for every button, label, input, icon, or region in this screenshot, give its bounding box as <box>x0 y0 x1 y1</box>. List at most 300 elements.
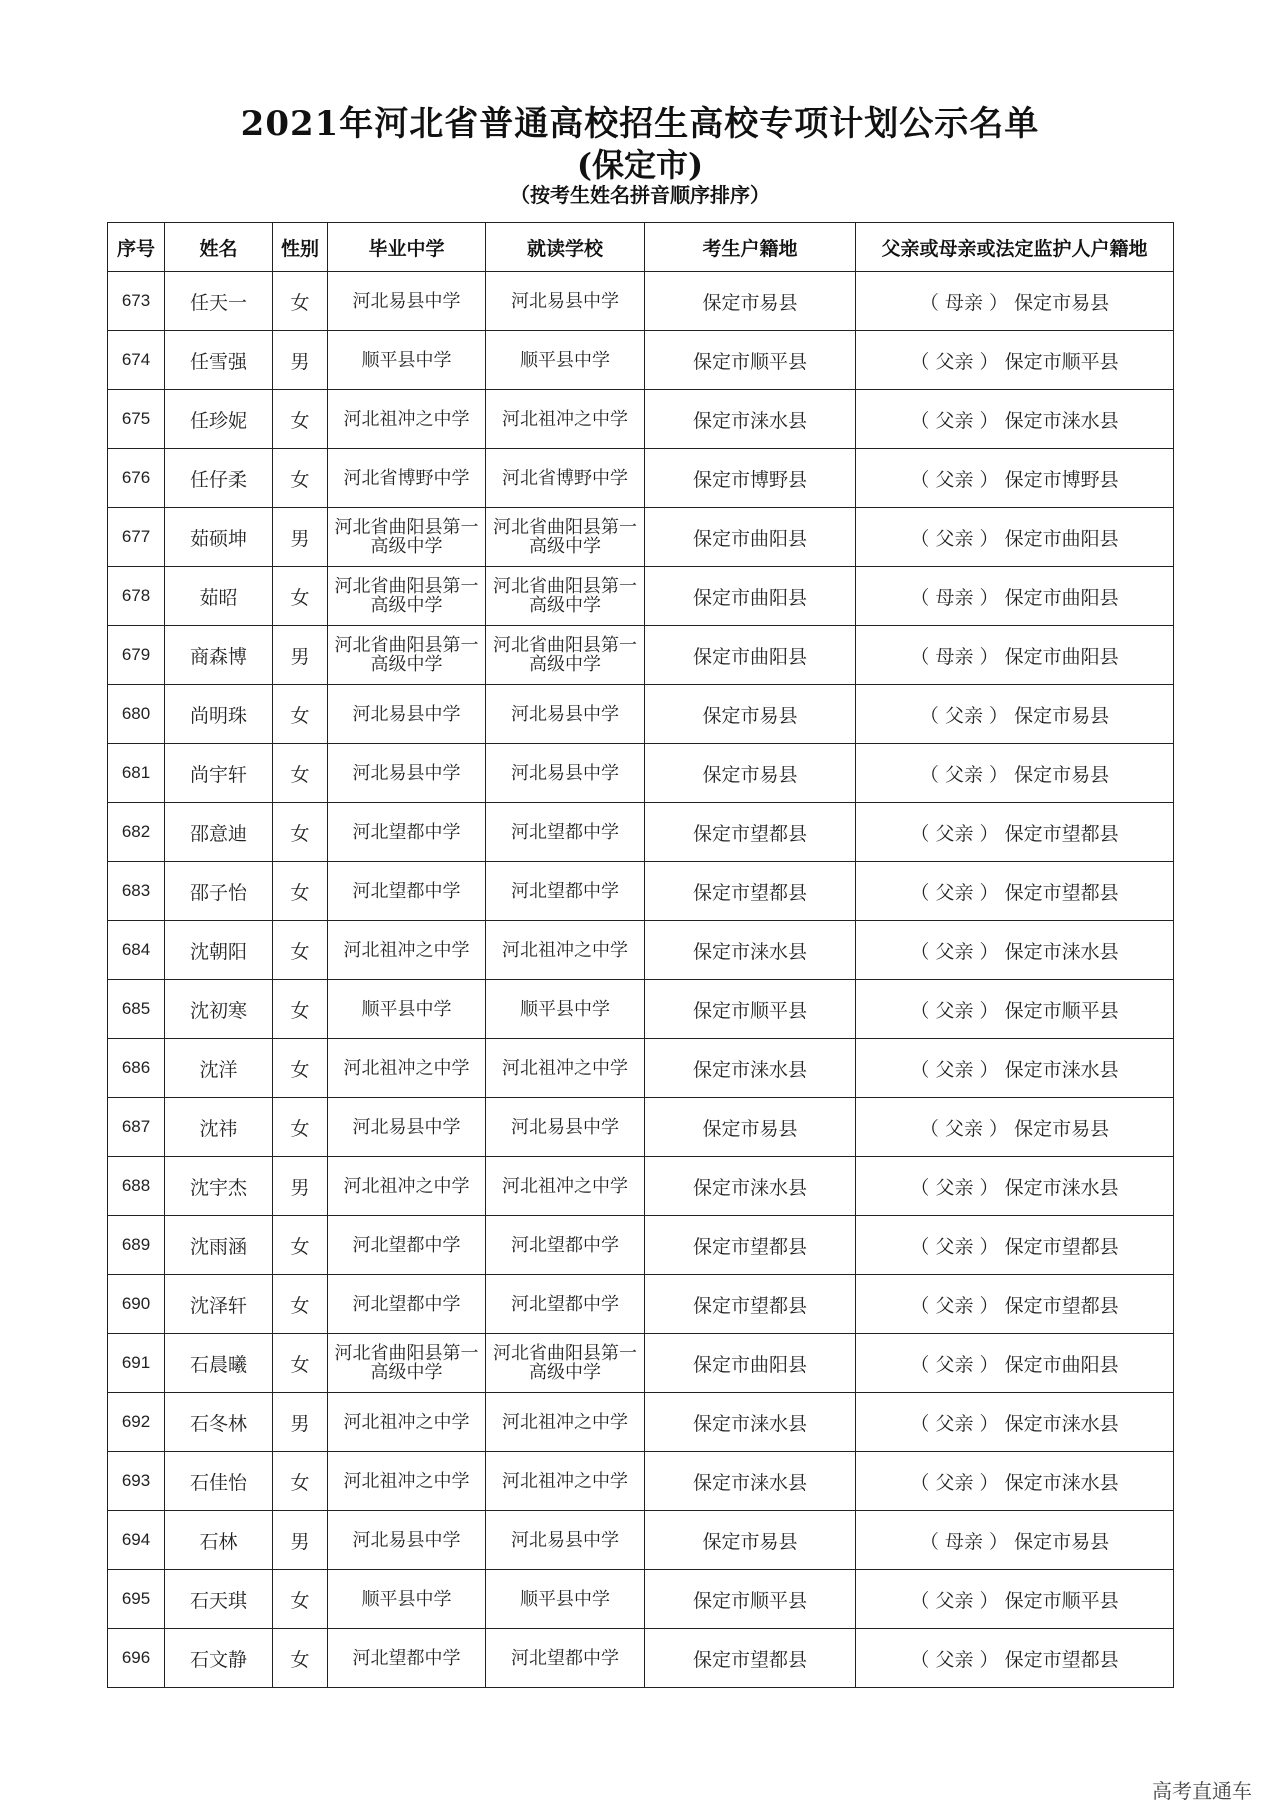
cell-graduated-school: 河北省博野中学 <box>328 449 486 508</box>
cell-number: 687 <box>108 1098 165 1157</box>
parent-hukou-location: 保定市望都县 <box>1004 822 1119 845</box>
paren-close: ） <box>973 645 999 668</box>
cell-parent-hukou <box>856 1570 1174 1629</box>
cell-name: 任雪强 <box>165 331 273 390</box>
cell-gender: 女 <box>273 1216 328 1275</box>
cell-hukou: 保定市涞水县 <box>645 921 856 980</box>
cell-current-school: 河北祖冲之中学 <box>486 1157 645 1216</box>
table-row <box>108 803 1174 862</box>
parent-hukou-location: 保定市易县 <box>1014 1530 1110 1553</box>
parent-hukou-location: 保定市涞水县 <box>1004 1471 1119 1494</box>
parent-relation: 父亲 <box>935 999 974 1022</box>
cell-hukou: 保定市易县 <box>645 744 856 803</box>
paren-open: （ <box>910 586 936 609</box>
cell-graduated-school: 河北易县中学 <box>328 744 486 803</box>
cell-current-school: 顺平县中学 <box>486 980 645 1039</box>
table-row <box>108 862 1174 921</box>
watermark: 高考直通车 <box>1152 1779 1252 1803</box>
cell-parent-hukou <box>856 1511 1174 1570</box>
paren-close: ） <box>973 822 999 845</box>
table-row <box>108 1629 1174 1688</box>
cell-hukou: 保定市顺平县 <box>645 331 856 390</box>
parent-relation: 父亲 <box>935 1471 974 1494</box>
cell-hukou: 保定市曲阳县 <box>645 508 856 567</box>
cell-hukou: 保定市顺平县 <box>645 1570 856 1629</box>
header-parent-hukou: 父亲或母亲或法定监护人户籍地 <box>856 223 1174 272</box>
cell-hukou: 保定市涞水县 <box>645 1393 856 1452</box>
cell-current-school: 河北望都中学 <box>486 1629 645 1688</box>
cell-hukou: 保定市顺平县 <box>645 980 856 1039</box>
parent-relation: 父亲 <box>935 881 974 904</box>
cell-number: 680 <box>108 685 165 744</box>
cell-current-school: 河北易县中学 <box>486 272 645 331</box>
paren-open: （ <box>910 881 936 904</box>
cell-parent-hukou <box>856 626 1174 685</box>
cell-graduated-school: 顺平县中学 <box>328 1570 486 1629</box>
cell-current-school: 河北祖冲之中学 <box>486 921 645 980</box>
table-row <box>108 744 1174 803</box>
cell-number: 696 <box>108 1629 165 1688</box>
cell-graduated-school: 河北易县中学 <box>328 1511 486 1570</box>
paren-open: （ <box>919 704 945 727</box>
cell-parent-hukou <box>856 685 1174 744</box>
parent-hukou-location: 保定市易县 <box>1014 704 1110 727</box>
parent-hukou-location: 保定市望都县 <box>1004 881 1119 904</box>
cell-graduated-school: 河北祖冲之中学 <box>328 1393 486 1452</box>
paren-close: ） <box>982 1117 1009 1140</box>
cell-number: 683 <box>108 862 165 921</box>
parent-relation: 母亲 <box>944 291 983 314</box>
cell-gender: 女 <box>273 980 328 1039</box>
paren-close: ） <box>973 527 999 550</box>
parent-hukou-location: 保定市曲阳县 <box>1004 586 1119 609</box>
parent-relation: 父亲 <box>935 468 974 491</box>
paren-close: ） <box>973 1235 999 1258</box>
table-header <box>108 223 1174 272</box>
table-row <box>108 1393 1174 1452</box>
paren-close: ） <box>973 586 999 609</box>
paren-close: ） <box>973 1294 999 1317</box>
parent-hukou-location: 保定市易县 <box>1014 291 1110 314</box>
parent-hukou-location: 保定市涞水县 <box>1004 409 1119 432</box>
cell-number: 674 <box>108 331 165 390</box>
cell-parent-hukou <box>856 1629 1174 1688</box>
parent-hukou-location: 保定市涞水县 <box>1004 1412 1119 1435</box>
cell-gender: 女 <box>273 685 328 744</box>
cell-name: 石冬林 <box>165 1393 273 1452</box>
cell-gender: 女 <box>273 449 328 508</box>
cell-name: 石林 <box>165 1511 273 1570</box>
paren-close: ） <box>973 1648 999 1671</box>
table-row <box>108 1570 1174 1629</box>
header-no: 序号 <box>108 223 165 272</box>
cell-name: 商森博 <box>165 626 273 685</box>
cell-name: 茹硕坤 <box>165 508 273 567</box>
paren-close: ） <box>973 350 999 373</box>
cell-graduated-school: 河北易县中学 <box>328 272 486 331</box>
parent-hukou-location: 保定市曲阳县 <box>1004 527 1119 550</box>
cell-hukou: 保定市望都县 <box>645 862 856 921</box>
cell-current-school: 河北望都中学 <box>486 1216 645 1275</box>
cell-current-school: 河北省曲阳县第一高级中学 <box>486 626 645 685</box>
cell-parent-hukou <box>856 1039 1174 1098</box>
cell-graduated-school: 河北省曲阳县第一高级中学 <box>328 1334 486 1393</box>
cell-name: 茹昭 <box>165 567 273 626</box>
paren-close: ） <box>982 1530 1009 1553</box>
cell-current-school: 河北祖冲之中学 <box>486 1452 645 1511</box>
cell-hukou: 保定市易县 <box>645 1098 856 1157</box>
page-subtitle: (保定市) <box>576 146 704 184</box>
cell-current-school: 河北祖冲之中学 <box>486 1039 645 1098</box>
cell-name: 石文静 <box>165 1629 273 1688</box>
cell-parent-hukou <box>856 272 1174 331</box>
table-row <box>108 980 1174 1039</box>
parent-hukou-location: 保定市望都县 <box>1004 1294 1119 1317</box>
cell-number: 691 <box>108 1334 165 1393</box>
cell-name: 沈泽轩 <box>165 1275 273 1334</box>
parent-hukou-location: 保定市曲阳县 <box>1004 645 1119 668</box>
cell-gender: 女 <box>273 1098 328 1157</box>
parent-relation: 父亲 <box>944 704 983 727</box>
cell-parent-hukou <box>856 449 1174 508</box>
cell-hukou: 保定市涞水县 <box>645 1039 856 1098</box>
cell-number: 677 <box>108 508 165 567</box>
cell-name: 任珍妮 <box>165 390 273 449</box>
cell-number: 686 <box>108 1039 165 1098</box>
parent-relation: 父亲 <box>935 527 974 550</box>
parent-hukou-location: 保定市易县 <box>1014 763 1110 786</box>
cell-current-school: 河北省曲阳县第一高级中学 <box>486 1334 645 1393</box>
paren-open: （ <box>910 1412 936 1435</box>
table-row <box>108 1157 1174 1216</box>
paren-close: ） <box>973 409 999 432</box>
cell-graduated-school: 河北望都中学 <box>328 1216 486 1275</box>
cell-hukou: 保定市望都县 <box>645 1275 856 1334</box>
header-gender: 性别 <box>273 223 328 272</box>
cell-gender: 女 <box>273 744 328 803</box>
cell-parent-hukou <box>856 1275 1174 1334</box>
paren-open: （ <box>910 1176 936 1199</box>
parent-relation: 父亲 <box>935 1176 974 1199</box>
cell-parent-hukou <box>856 862 1174 921</box>
parent-hukou-location: 保定市顺平县 <box>1004 350 1119 373</box>
parent-relation: 父亲 <box>935 409 974 432</box>
parent-relation: 父亲 <box>944 1117 983 1140</box>
cell-current-school: 顺平县中学 <box>486 331 645 390</box>
cell-graduated-school: 顺平县中学 <box>328 980 486 1039</box>
cell-number: 690 <box>108 1275 165 1334</box>
parent-hukou-location: 保定市望都县 <box>1004 1648 1119 1671</box>
cell-gender: 男 <box>273 1511 328 1570</box>
page-title: 2021年河北省普通高校招生高校专项计划公示名单 <box>240 104 1040 144</box>
parent-relation: 父亲 <box>935 822 974 845</box>
parent-hukou-location: 保定市易县 <box>1014 1117 1110 1140</box>
paren-open: （ <box>919 291 945 314</box>
cell-hukou: 保定市涞水县 <box>645 1157 856 1216</box>
cell-name: 沈雨涵 <box>165 1216 273 1275</box>
header-current-school: 就读学校 <box>486 223 645 272</box>
cell-parent-hukou <box>856 567 1174 626</box>
cell-parent-hukou <box>856 1393 1174 1452</box>
cell-hukou: 保定市望都县 <box>645 1216 856 1275</box>
paren-open: （ <box>919 1117 945 1140</box>
cell-gender: 男 <box>273 508 328 567</box>
table-row <box>108 567 1174 626</box>
paren-open: （ <box>910 468 936 491</box>
parent-hukou-location: 保定市顺平县 <box>1004 1589 1119 1612</box>
cell-graduated-school: 河北望都中学 <box>328 1629 486 1688</box>
table-row <box>108 1334 1174 1393</box>
cell-graduated-school: 河北省曲阳县第一高级中学 <box>328 626 486 685</box>
paren-open: （ <box>910 409 936 432</box>
cell-gender: 女 <box>273 921 328 980</box>
cell-gender: 男 <box>273 626 328 685</box>
cell-name: 沈初寒 <box>165 980 273 1039</box>
table-row <box>108 390 1174 449</box>
cell-current-school: 河北省曲阳县第一高级中学 <box>486 567 645 626</box>
paren-open: （ <box>910 1648 936 1671</box>
cell-current-school: 河北省博野中学 <box>486 449 645 508</box>
roster-table <box>107 222 1174 1688</box>
cell-parent-hukou <box>856 1157 1174 1216</box>
cell-number: 685 <box>108 980 165 1039</box>
parent-hukou-location: 保定市望都县 <box>1004 1235 1119 1258</box>
parent-hukou-location: 保定市涞水县 <box>1004 1058 1119 1081</box>
cell-number: 673 <box>108 272 165 331</box>
paren-open: （ <box>910 1058 936 1081</box>
cell-gender: 女 <box>273 1452 328 1511</box>
cell-graduated-school: 河北易县中学 <box>328 1098 486 1157</box>
cell-hukou: 保定市易县 <box>645 685 856 744</box>
cell-graduated-school: 河北祖冲之中学 <box>328 921 486 980</box>
cell-hukou: 保定市望都县 <box>645 1629 856 1688</box>
parent-relation: 父亲 <box>935 350 974 373</box>
cell-parent-hukou <box>856 1098 1174 1157</box>
cell-graduated-school: 河北省曲阳县第一高级中学 <box>328 567 486 626</box>
cell-gender: 男 <box>273 1393 328 1452</box>
cell-number: 675 <box>108 390 165 449</box>
parent-hukou-location: 保定市涞水县 <box>1004 940 1119 963</box>
table-row <box>108 626 1174 685</box>
cell-graduated-school: 河北省曲阳县第一高级中学 <box>328 508 486 567</box>
table-row <box>108 921 1174 980</box>
cell-current-school: 河北易县中学 <box>486 685 645 744</box>
parent-relation: 父亲 <box>935 1412 974 1435</box>
cell-gender: 女 <box>273 1629 328 1688</box>
parent-hukou-location: 保定市曲阳县 <box>1004 1353 1119 1376</box>
paren-close: ） <box>973 1353 999 1376</box>
table-body <box>108 272 1174 1688</box>
cell-graduated-school: 河北祖冲之中学 <box>328 1039 486 1098</box>
cell-hukou: 保定市博野县 <box>645 449 856 508</box>
cell-graduated-school: 河北祖冲之中学 <box>328 1452 486 1511</box>
parent-relation: 父亲 <box>935 1235 974 1258</box>
cell-parent-hukou <box>856 1334 1174 1393</box>
table-row <box>108 1039 1174 1098</box>
header-graduated-school: 毕业中学 <box>328 223 486 272</box>
header-row <box>108 223 1174 272</box>
parent-relation: 父亲 <box>935 1353 974 1376</box>
cell-gender: 女 <box>273 390 328 449</box>
cell-parent-hukou <box>856 1452 1174 1511</box>
cell-current-school: 河北祖冲之中学 <box>486 390 645 449</box>
cell-current-school: 河北望都中学 <box>486 862 645 921</box>
cell-gender: 女 <box>273 1570 328 1629</box>
cell-current-school: 河北祖冲之中学 <box>486 1393 645 1452</box>
header-hukou: 考生户籍地 <box>645 223 856 272</box>
cell-number: 694 <box>108 1511 165 1570</box>
cell-name: 石晨曦 <box>165 1334 273 1393</box>
table-row <box>108 508 1174 567</box>
cell-graduated-school: 河北望都中学 <box>328 862 486 921</box>
paren-close: ） <box>973 940 999 963</box>
parent-relation: 父亲 <box>935 1648 974 1671</box>
paren-open: （ <box>910 999 936 1022</box>
cell-gender: 男 <box>273 1157 328 1216</box>
cell-parent-hukou <box>856 744 1174 803</box>
header-name: 姓名 <box>165 223 273 272</box>
cell-gender: 女 <box>273 803 328 862</box>
cell-hukou: 保定市涞水县 <box>645 390 856 449</box>
cell-current-school: 河北易县中学 <box>486 1098 645 1157</box>
paren-open: （ <box>910 1294 936 1317</box>
table-row <box>108 1098 1174 1157</box>
paren-close: ） <box>973 1471 999 1494</box>
cell-hukou: 保定市易县 <box>645 1511 856 1570</box>
cell-name: 任天一 <box>165 272 273 331</box>
paren-close: ） <box>973 1412 999 1435</box>
cell-gender: 女 <box>273 1039 328 1098</box>
cell-number: 681 <box>108 744 165 803</box>
cell-number: 684 <box>108 921 165 980</box>
cell-parent-hukou <box>856 803 1174 862</box>
table-row <box>108 272 1174 331</box>
cell-name: 邵子怡 <box>165 862 273 921</box>
cell-graduated-school: 河北祖冲之中学 <box>328 390 486 449</box>
parent-relation: 母亲 <box>935 586 974 609</box>
paren-close: ） <box>973 1589 999 1612</box>
cell-hukou: 保定市曲阳县 <box>645 1334 856 1393</box>
table-row <box>108 1275 1174 1334</box>
cell-number: 679 <box>108 626 165 685</box>
cell-name: 石天琪 <box>165 1570 273 1629</box>
cell-current-school: 河北易县中学 <box>486 1511 645 1570</box>
parent-hukou-location: 保定市涞水县 <box>1004 1176 1119 1199</box>
cell-gender: 女 <box>273 567 328 626</box>
cell-number: 692 <box>108 1393 165 1452</box>
cell-current-school: 河北省曲阳县第一高级中学 <box>486 508 645 567</box>
paren-close: ） <box>973 1176 999 1199</box>
table-row <box>108 1216 1174 1275</box>
table-row <box>108 1511 1174 1570</box>
cell-current-school: 河北望都中学 <box>486 1275 645 1334</box>
paren-open: （ <box>910 1353 936 1376</box>
paren-close: ） <box>982 763 1009 786</box>
cell-current-school: 顺平县中学 <box>486 1570 645 1629</box>
cell-gender: 男 <box>273 331 328 390</box>
paren-open: （ <box>910 1589 936 1612</box>
cell-number: 695 <box>108 1570 165 1629</box>
table-row <box>108 1452 1174 1511</box>
paren-close: ） <box>982 291 1009 314</box>
cell-name: 邵意迪 <box>165 803 273 862</box>
paren-open: （ <box>910 822 936 845</box>
parent-hukou-location: 保定市博野县 <box>1004 468 1119 491</box>
parent-relation: 母亲 <box>944 1530 983 1553</box>
paren-open: （ <box>919 1530 945 1553</box>
parent-relation: 父亲 <box>935 1589 974 1612</box>
paren-close: ） <box>973 1058 999 1081</box>
cell-name: 尚明珠 <box>165 685 273 744</box>
paren-open: （ <box>919 763 945 786</box>
cell-name: 任仔柔 <box>165 449 273 508</box>
cell-number: 689 <box>108 1216 165 1275</box>
parent-relation: 母亲 <box>935 645 974 668</box>
parent-relation: 父亲 <box>944 763 983 786</box>
cell-name: 尚宇轩 <box>165 744 273 803</box>
cell-name: 沈宇杰 <box>165 1157 273 1216</box>
cell-gender: 女 <box>273 272 328 331</box>
paren-open: （ <box>910 1235 936 1258</box>
paren-open: （ <box>910 527 936 550</box>
cell-gender: 女 <box>273 862 328 921</box>
paren-open: （ <box>910 1471 936 1494</box>
cell-gender: 女 <box>273 1275 328 1334</box>
cell-parent-hukou <box>856 390 1174 449</box>
cell-graduated-school: 河北望都中学 <box>328 1275 486 1334</box>
paren-close: ） <box>973 468 999 491</box>
cell-hukou: 保定市涞水县 <box>645 1452 856 1511</box>
cell-name: 石佳怡 <box>165 1452 273 1511</box>
cell-current-school: 河北望都中学 <box>486 803 645 862</box>
parent-hukou-location: 保定市顺平县 <box>1004 999 1119 1022</box>
cell-name: 沈祎 <box>165 1098 273 1157</box>
cell-number: 682 <box>108 803 165 862</box>
cell-number: 693 <box>108 1452 165 1511</box>
cell-name: 沈洋 <box>165 1039 273 1098</box>
table-row <box>108 449 1174 508</box>
cell-hukou: 保定市曲阳县 <box>645 626 856 685</box>
paren-close: ） <box>973 881 999 904</box>
table-row <box>108 685 1174 744</box>
cell-parent-hukou <box>856 921 1174 980</box>
paren-open: （ <box>910 940 936 963</box>
cell-parent-hukou <box>856 1216 1174 1275</box>
parent-relation: 父亲 <box>935 940 974 963</box>
sort-note: （按考生姓名拼音顺序排序） <box>510 183 770 207</box>
cell-number: 688 <box>108 1157 165 1216</box>
paren-close: ） <box>973 999 999 1022</box>
paren-close: ） <box>982 704 1009 727</box>
cell-number: 678 <box>108 567 165 626</box>
cell-graduated-school: 河北易县中学 <box>328 685 486 744</box>
table-row <box>108 331 1174 390</box>
cell-current-school: 河北易县中学 <box>486 744 645 803</box>
cell-gender: 女 <box>273 1334 328 1393</box>
cell-parent-hukou <box>856 980 1174 1039</box>
cell-hukou: 保定市曲阳县 <box>645 567 856 626</box>
cell-hukou: 保定市易县 <box>645 272 856 331</box>
cell-graduated-school: 顺平县中学 <box>328 331 486 390</box>
parent-relation: 父亲 <box>935 1294 974 1317</box>
cell-graduated-school: 河北祖冲之中学 <box>328 1157 486 1216</box>
cell-number: 676 <box>108 449 165 508</box>
parent-relation: 父亲 <box>935 1058 974 1081</box>
cell-parent-hukou <box>856 331 1174 390</box>
paren-open: （ <box>910 645 936 668</box>
paren-open: （ <box>910 350 936 373</box>
cell-parent-hukou <box>856 508 1174 567</box>
